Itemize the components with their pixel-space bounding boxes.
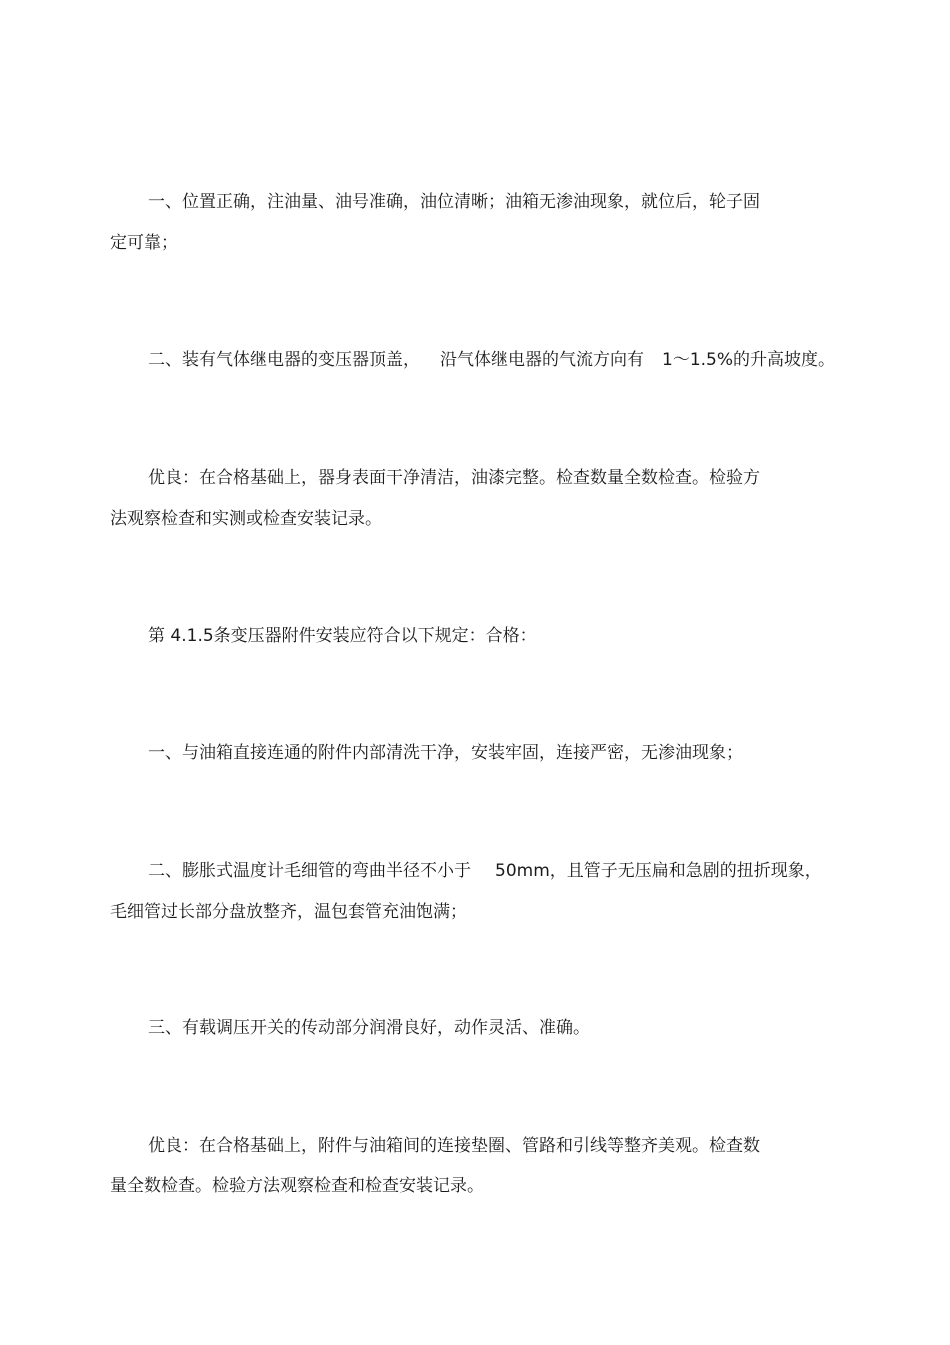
paragraph-6-segment-1: 二、膨胀式温度计毛细管的弯曲半径不小于 xyxy=(148,861,471,881)
paragraph-3-line-1: 优良：在合格基础上，器身表面干净清洁，油漆完整。检查数量全数检查。检验方 xyxy=(148,468,760,488)
article-4-1-5-heading: 第 4.1.5条变压器附件安装应符合以下规定：合格： xyxy=(148,626,537,646)
paragraph-8-line-2: 量全数检查。检验方法观察检查和检查安装记录。 xyxy=(110,1176,484,1196)
paragraph-3-line-2: 法观察检查和实测或检查安装记录。 xyxy=(110,509,382,529)
paragraph-2-segment-1: 二、装有气体继电器的变压器顶盖， xyxy=(148,350,420,370)
paragraph-1-line-2: 定可靠； xyxy=(110,233,178,253)
paragraph-5-line-1: 一、与油箱直接连通的附件内部清洗干净，安装牢固，连接严密，无渗油现象； xyxy=(148,743,743,763)
paragraph-2-segment-2: 沿气体继电器的气流方向有 xyxy=(440,350,644,370)
paragraph-8-line-1: 优良：在合格基础上，附件与油箱间的连接垫圈、管路和引线等整齐美观。检查数 xyxy=(148,1136,760,1156)
paragraph-2-segment-3: 1～1.5%的升高坡度。 xyxy=(662,350,836,370)
paragraph-1-line-1: 一、位置正确，注油量、油号准确，油位清晰；油箱无渗油现象，就位后，轮子固 xyxy=(148,192,760,212)
paragraph-6-segment-2: 50mm，且管子无压扁和急剧的扭折现象， xyxy=(495,861,822,881)
paragraph-7-line-1: 三、有载调压开关的传动部分润滑良好，动作灵活、准确。 xyxy=(148,1018,590,1038)
paragraph-2-line-1 xyxy=(148,350,835,370)
paragraph-6-line-1 xyxy=(148,861,822,881)
paragraph-6-line-2: 毛细管过长部分盘放整齐，温包套管充油饱满； xyxy=(110,902,467,922)
